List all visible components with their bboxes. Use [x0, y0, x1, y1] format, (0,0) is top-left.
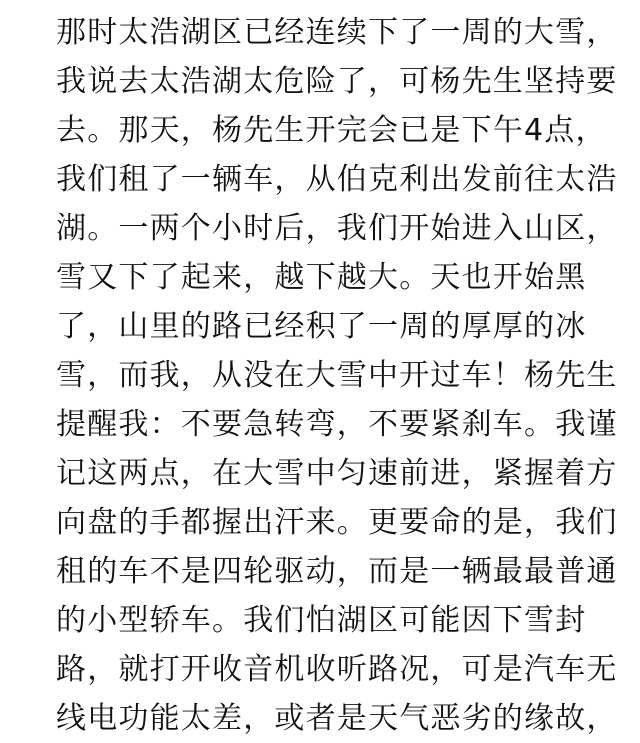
text-line: 的小型轿车。我们怕湖区可能因下雪封	[56, 603, 587, 638]
text-line: 租的车不是四轮驱动，而是一辆最最普通	[56, 554, 618, 589]
text-line: 雪又下了起来，越下越大。天也开始黑	[56, 260, 587, 295]
text-line: 湖。一两个小时后，我们开始进入山区，	[56, 211, 618, 246]
text-line: 我说去太浩湖太危险了，可杨先生坚持要	[56, 64, 618, 99]
article-body	[56, 8, 640, 743]
text-line: 去。那天，杨先生开完会已是下午4点，	[56, 113, 607, 148]
text-line: 线电功能太差，或者是天气恶劣的缘故，	[56, 701, 618, 736]
text-line: 向盘的手都握出汗来。更要命的是，我们	[56, 505, 618, 540]
text-line: 路，就打开收音机收听路况，可是汽车无	[56, 652, 618, 687]
text-line: 我们租了一辆车，从伯克利出发前往太浩	[56, 162, 618, 197]
text-line: 了，山里的路已经积了一周的厚厚的冰	[56, 309, 587, 344]
text-line: 雪，而我，从没在大雪中开过车！杨先生	[56, 358, 618, 393]
text-line: 提醒我：不要急转弯，不要紧刹车。我谨	[56, 407, 618, 442]
text-line: 记这两点，在大雪中匀速前进，紧握着方	[56, 456, 618, 491]
text-line: 那时太浩湖区已经连续下了一周的大雪，	[56, 15, 618, 50]
